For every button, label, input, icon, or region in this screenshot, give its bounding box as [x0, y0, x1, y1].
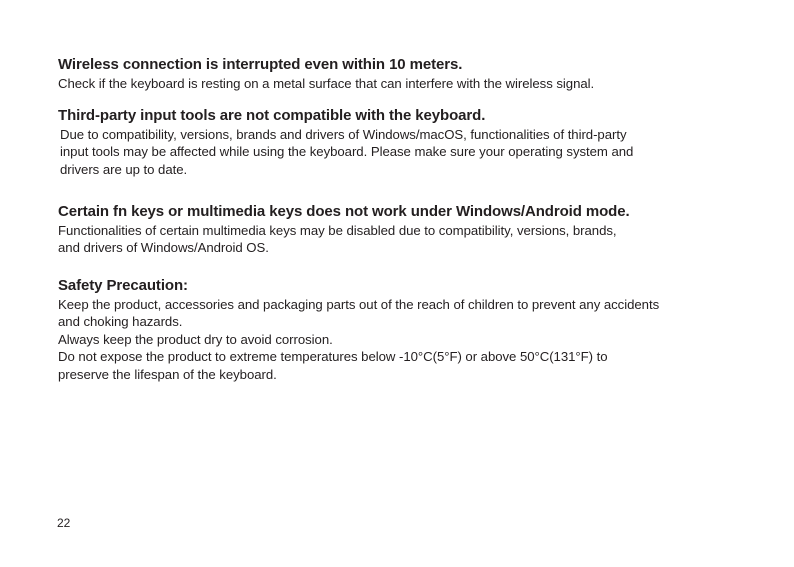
body-line: Due to compatibility, versions, brands and drivers of Windows/macOS, functionalities of third-party: [60, 127, 627, 142]
body-line: Always keep the product dry to avoid corrosion.: [58, 331, 333, 347]
section-heading: Certain fn keys or multimedia keys does not work under Windows/Android mode.: [58, 203, 630, 220]
section-body: [58, 75, 748, 92]
section-heading: Wireless connection is interrupted even within 10 meters.: [58, 56, 463, 73]
body-line: Check if the keyboard is resting on a metal surface that can interfere with the wireless signal.: [58, 76, 595, 91]
body-line: Keep the product, accessories and packaging parts out of the reach of children to prevent any accidents: [58, 297, 660, 312]
section-heading: Third-party input tools are not compatible with the keyboard.: [58, 107, 486, 124]
section-safety-precaution: [58, 276, 748, 383]
section-body: [58, 222, 748, 257]
section-heading: Safety Precaution:: [58, 277, 188, 294]
body-line: and drivers of Windows/Android OS.: [58, 240, 269, 256]
section-wireless-interrupted: [58, 55, 748, 92]
body-line: and choking hazards.: [58, 314, 183, 330]
body-line: preserve the lifespan of the keyboard.: [58, 366, 277, 382]
body-line: Functionalities of certain multimedia keys may be disabled due to compatibility, versions, brands,: [58, 223, 617, 238]
section-body: [58, 126, 748, 178]
body-line: input tools may be affected while using the keyboard. Please make sure your operating system and: [60, 144, 634, 160]
page-number: 22: [57, 516, 71, 530]
section-fn-keys: [58, 202, 748, 257]
section-body: [58, 296, 748, 383]
body-line: drivers are up to date.: [60, 161, 188, 177]
section-third-party-tools: [58, 106, 748, 178]
body-line: Do not expose the product to extreme temperatures below -10°C(5°F) or above 50°C(131°F) to: [58, 349, 608, 365]
